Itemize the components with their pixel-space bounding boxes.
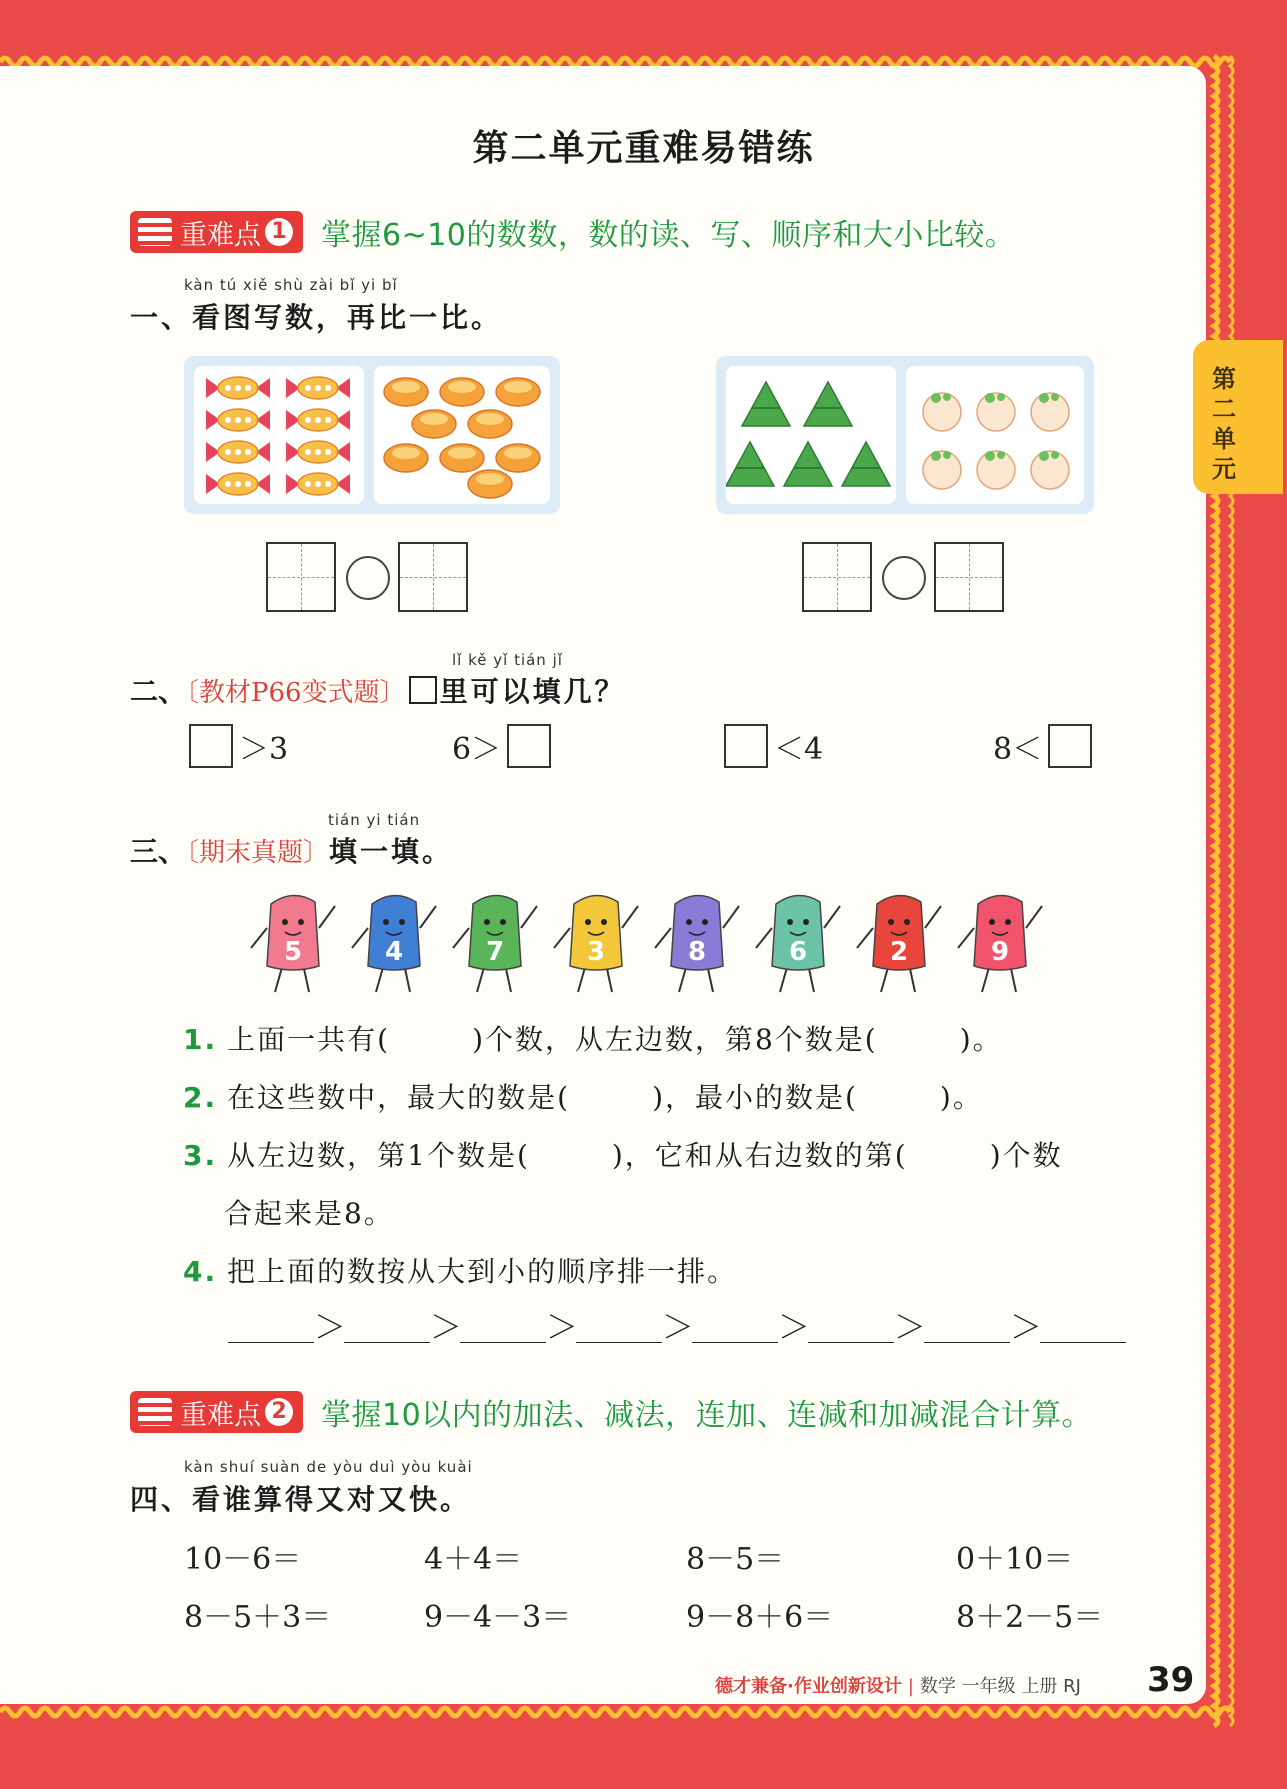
bun-icon	[440, 378, 484, 406]
order-answer-row	[228, 1308, 1126, 1346]
number-figure-2	[851, 880, 947, 1000]
compare-circle[interactable]	[882, 556, 926, 600]
q3-text: 填一填。	[329, 835, 454, 868]
bun-group-icon	[374, 366, 550, 504]
q3-tag: 〔期末真题〕	[186, 838, 330, 868]
dumpling-icon	[923, 393, 961, 431]
compare-item-1	[183, 724, 288, 768]
candy-icon	[206, 377, 270, 399]
q2-pinyin: lǐ kě yǐ tián jǐ	[452, 651, 563, 669]
item-text: 把上面的数按从大到小的顺序排一排。	[227, 1255, 738, 1288]
zongzi-icon	[842, 442, 890, 486]
figure-digit: 9	[990, 937, 1010, 967]
q3-item-3-continued: 合起来是8。	[224, 1197, 394, 1230]
item-number: 3.	[183, 1139, 218, 1172]
greater-than-sign: ＞	[778, 1308, 811, 1346]
q2-heading	[130, 670, 626, 710]
compare-text: ＜4	[774, 732, 824, 767]
dumpling-icon	[923, 451, 961, 489]
q2-prefix: 二、	[130, 675, 187, 708]
compare-circle[interactable]	[346, 556, 390, 600]
number-figure-6	[750, 880, 846, 1000]
candy-icon	[286, 441, 350, 463]
zongzi-icon	[784, 442, 832, 486]
q2-text: 里可以填几？	[439, 675, 626, 708]
answer-box[interactable]	[1048, 724, 1092, 768]
item-text: )。	[959, 1023, 1003, 1056]
greater-than-sign: ＞	[1010, 1308, 1043, 1346]
answer-box[interactable]	[189, 724, 233, 768]
order-blank[interactable]	[228, 1310, 314, 1343]
zongzi-group-icon	[726, 366, 896, 504]
number-figure-3	[548, 880, 644, 1000]
item-text: )。	[939, 1081, 983, 1114]
stripes-icon	[138, 218, 172, 246]
bun-icon	[440, 444, 484, 472]
item-number: 4.	[183, 1255, 218, 1288]
q3-item-3	[183, 1134, 1063, 1174]
page-number: 39	[1147, 1660, 1195, 1700]
item-text: 从左边数，第1个数是(	[227, 1139, 530, 1172]
q3-prefix: 三、	[130, 835, 187, 868]
compare-text: 8＜	[993, 732, 1043, 767]
q4-heading: 四、看谁算得又对又快。	[130, 1483, 472, 1516]
calc-item: 8－5＋3＝	[184, 1600, 332, 1635]
dumpling-icon	[1031, 451, 1069, 489]
candy-icon	[286, 409, 350, 431]
calc-item: 8－5＝	[686, 1542, 785, 1577]
picture-panel-right	[716, 356, 1094, 514]
zongzi-icon	[804, 382, 852, 426]
item-text: 在这些数中，最大的数是(	[227, 1081, 571, 1114]
unit-side-tab-label: 第二单元	[1212, 365, 1236, 483]
number-figure-5	[245, 880, 341, 1000]
dumpling-group-icon	[906, 366, 1084, 504]
calc-item: 10－6＝	[184, 1542, 302, 1577]
item-text: )个数，从左边数，第8个数是(	[472, 1023, 878, 1056]
answer-blank[interactable]	[390, 1027, 472, 1055]
item-text: )个数	[989, 1139, 1063, 1172]
bun-icon	[468, 470, 512, 498]
picture-panel-left	[184, 356, 560, 514]
order-blank[interactable]	[692, 1310, 778, 1343]
key-point-label: 重难点	[180, 219, 261, 251]
stripes-icon	[138, 1398, 172, 1426]
figure-digit: 7	[485, 937, 505, 967]
key-point-1	[130, 210, 1015, 254]
bun-cell	[374, 366, 550, 504]
footer-brand: 德才兼备·作业创新设计	[715, 1676, 902, 1697]
bun-icon	[384, 378, 428, 406]
candy-icon	[286, 473, 350, 495]
unit-side-tab	[1193, 340, 1283, 494]
answer-blank[interactable]	[858, 1085, 940, 1113]
answer-box[interactable]	[266, 542, 336, 612]
order-blank[interactable]	[460, 1310, 546, 1343]
calc-item: 4＋4＝	[424, 1542, 523, 1577]
footer-course: 数学 一年级 上册 RJ	[919, 1676, 1081, 1697]
figure-digit: 2	[889, 937, 909, 967]
greater-than-sign: ＞	[662, 1308, 695, 1346]
calc-item: 9－4－3＝	[424, 1600, 572, 1635]
key-point-2	[130, 1390, 1092, 1434]
key-point-label: 重难点	[180, 1399, 261, 1431]
greater-than-sign: ＞	[430, 1308, 463, 1346]
bun-icon	[384, 444, 428, 472]
key-point-badge	[130, 1391, 303, 1433]
greater-than-sign: ＞	[894, 1308, 927, 1346]
key-point-number: 1	[265, 218, 293, 246]
figure-digit: 4	[384, 937, 404, 967]
calc-item: 0＋10＝	[956, 1542, 1074, 1577]
candy-group-icon	[194, 366, 364, 504]
answer-box[interactable]	[802, 542, 872, 612]
answer-blank[interactable]	[530, 1143, 612, 1171]
dumpling-icon	[1031, 393, 1069, 431]
q2-tag: 〔教材P66变式题〕	[186, 678, 406, 708]
number-figure-7	[447, 880, 543, 1000]
item-number: 2.	[183, 1081, 218, 1114]
q3-pinyin: tián yi tián	[328, 811, 421, 829]
q3-item-4	[183, 1250, 737, 1290]
order-blank[interactable]	[924, 1310, 1010, 1343]
figure-digit: 5	[283, 937, 303, 967]
item-text: 上面一共有(	[227, 1023, 391, 1056]
order-blank[interactable]	[344, 1310, 430, 1343]
compare-text: ＞3	[239, 732, 289, 767]
dumpling-cell	[906, 366, 1084, 504]
number-figure-4	[346, 880, 442, 1000]
candy-icon	[286, 377, 350, 399]
q4-pinyin: kàn shuí suàn de yòu duì yòu kuài	[184, 1458, 473, 1476]
number-figure-9	[952, 880, 1048, 1000]
answer-blank[interactable]	[908, 1143, 990, 1171]
figure-digit: 3	[586, 937, 606, 967]
answer-blank[interactable]	[878, 1027, 960, 1055]
key-point-text: 掌握6~10的数数，数的读、写、顺序和大小比较。	[321, 218, 1016, 253]
bun-icon	[468, 410, 512, 438]
answer-box[interactable]	[934, 542, 1004, 612]
greater-than-sign: ＞	[314, 1308, 347, 1346]
page-footer: 德才兼备·作业创新设计 | 数学 一年级 上册 RJ 39	[715, 1660, 1195, 1700]
compare-item-2	[452, 724, 557, 768]
bun-icon	[496, 378, 540, 406]
item-number: 1.	[183, 1023, 218, 1056]
compare-item-4	[993, 724, 1098, 768]
key-point-text: 掌握10以内的加法、减法，连加、连减和加减混合计算。	[321, 1398, 1093, 1433]
zongzi-cell	[726, 366, 896, 504]
key-point-number: 2	[265, 1398, 293, 1426]
q3-heading	[130, 830, 453, 870]
candy-cell	[194, 366, 364, 504]
order-blank[interactable]	[808, 1310, 894, 1343]
page-title: 第二单元重难易错练	[472, 128, 815, 169]
q3-item-2	[183, 1076, 983, 1116]
figure-digit: 6	[788, 937, 808, 967]
bun-icon	[412, 410, 456, 438]
greater-than-sign: ＞	[546, 1308, 579, 1346]
key-point-badge	[130, 211, 303, 253]
answer-blank[interactable]	[570, 1085, 652, 1113]
q3-item-1	[183, 1018, 1003, 1058]
item-text: )，它和从右边数的第(	[611, 1139, 908, 1172]
bun-icon	[496, 444, 540, 472]
answer-box[interactable]	[507, 724, 551, 768]
item-text: )，最小的数是(	[652, 1081, 858, 1114]
figure-digit: 8	[687, 937, 707, 967]
number-figure-8	[649, 880, 745, 1000]
compare-text: 6＞	[452, 732, 502, 767]
candy-icon	[206, 441, 270, 463]
calc-item: 8＋2－5＝	[956, 1600, 1104, 1635]
order-blank[interactable]	[1040, 1310, 1126, 1343]
dumpling-icon	[977, 451, 1015, 489]
answer-box[interactable]	[398, 542, 468, 612]
square-box-icon	[409, 676, 437, 704]
candy-icon	[206, 409, 270, 431]
zongzi-icon	[742, 382, 790, 426]
order-blank[interactable]	[576, 1310, 662, 1343]
answer-box[interactable]	[724, 724, 768, 768]
calc-item: 9－8＋6＝	[686, 1600, 834, 1635]
q1-pinyin: kàn tú xiě shù zài bǐ yi bǐ	[184, 276, 398, 294]
dumpling-icon	[977, 393, 1015, 431]
zongzi-icon	[726, 442, 774, 486]
compare-item-3	[718, 724, 823, 768]
q1-heading: 一、看图写数，再比一比。	[130, 301, 503, 334]
candy-icon	[206, 473, 270, 495]
